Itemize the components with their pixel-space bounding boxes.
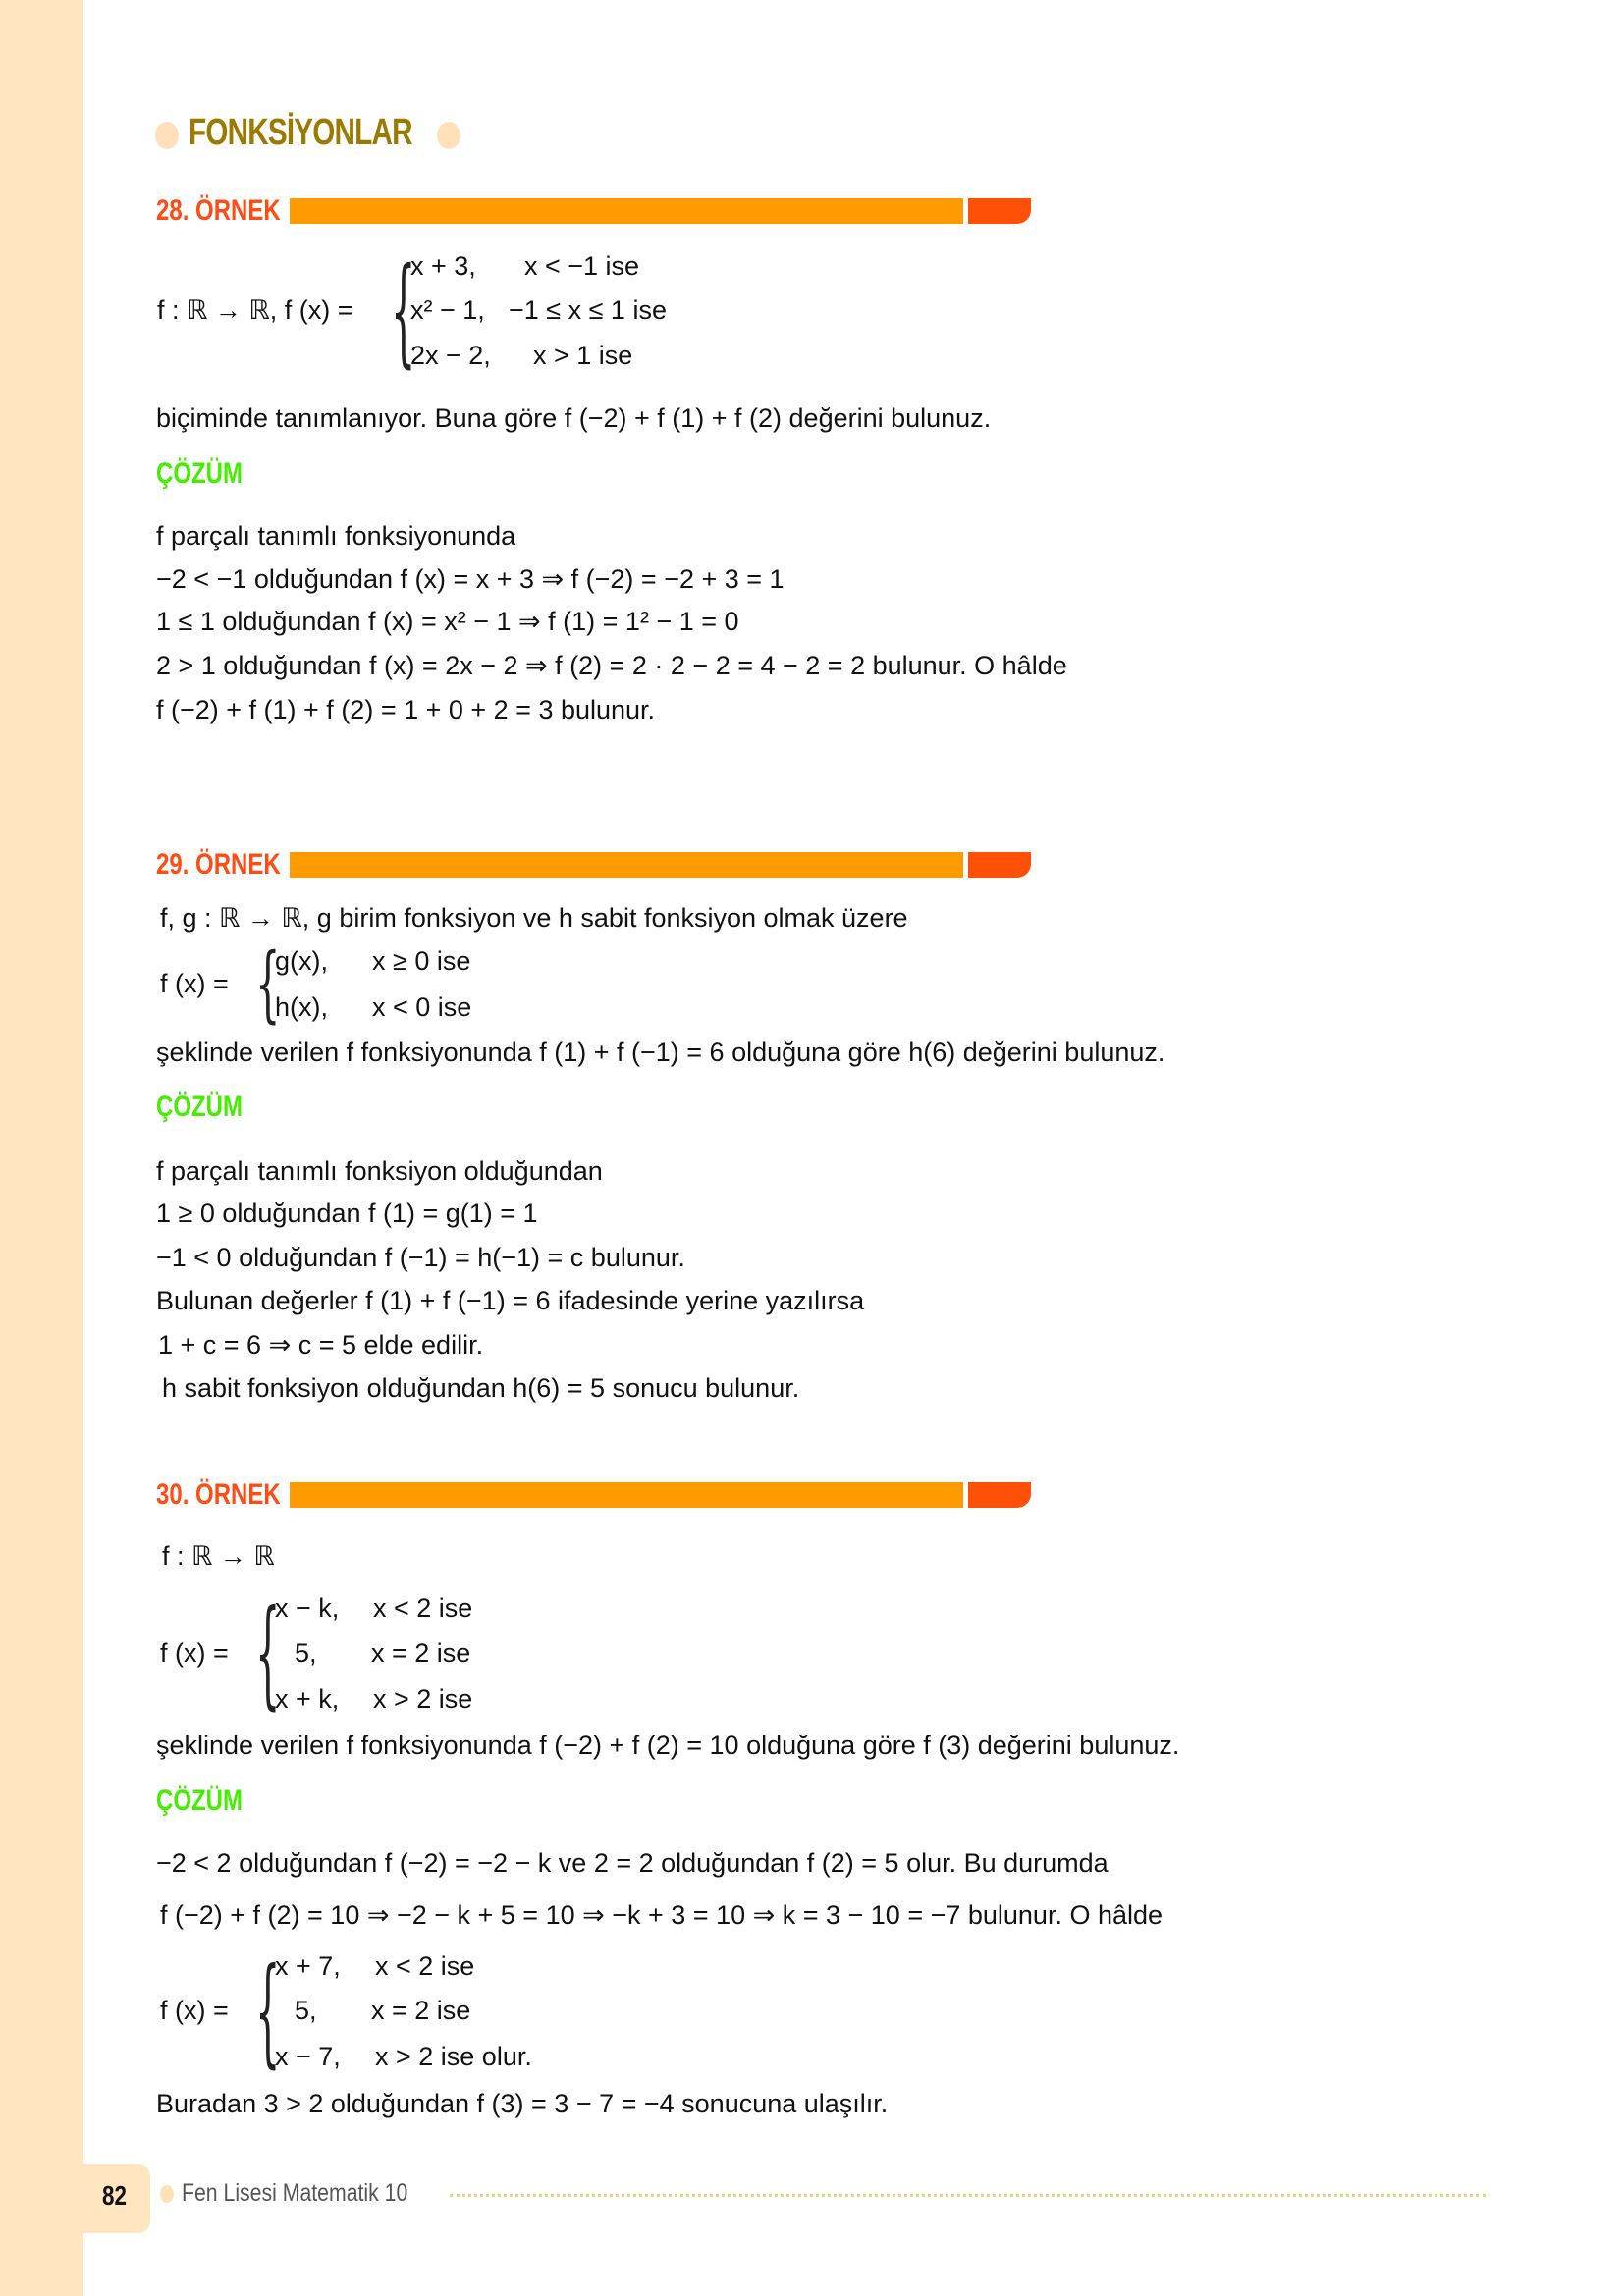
brace: { [255, 1587, 281, 1723]
brace: { [255, 1946, 281, 2081]
footer-dotted-line [450, 2194, 1486, 2197]
footer-dot [160, 2185, 174, 2203]
ex30-question: şeklinde verilen f fonksiyonunda f (−2) + f (2) = 10 olduğuna göre f (3) değerini bulunuz. [156, 1731, 1180, 1760]
example-29-label: 29. ÖRNEK [156, 848, 281, 881]
example-bar [290, 1482, 963, 1508]
ex30-conclusion: Buradan 3 > 2 olduğundan f (3) = 3 − 7 = −4 sonucuna ulaşılır. [156, 2089, 889, 2118]
ex28-definition: f : ℝ → ℝ, f (x) = [157, 295, 353, 325]
case-expr: x − k, [275, 1593, 340, 1623]
case-cond: x < −1 ise [524, 251, 640, 281]
case-cond: x > 2 ise [373, 1684, 473, 1714]
solution-line: −2 < −1 olduğundan f (x) = x + 3 ⇒ f (−2) = −2 + 3 = 1 [156, 564, 785, 594]
case-cond: x = 2 ise [371, 1996, 471, 2025]
case-expr: 2x − 2, [410, 341, 491, 370]
solution-line: f (−2) + f (1) + f (2) = 1 + 0 + 2 = 3 bulunur. [156, 695, 656, 724]
ex29-definition: f (x) = [160, 969, 229, 998]
case-expr: x − 7, [275, 2042, 341, 2071]
ex28-question: biçiminde tanımlanıyor. Buna göre f (−2) + f (1) + f (2) değerini bulunuz. [156, 403, 992, 433]
solution-line: 1 ≥ 0 olduğundan f (1) = g(1) = 1 [156, 1199, 538, 1228]
page-title: FONKSİYONLAR [189, 112, 412, 153]
solution-line: f (−2) + f (2) = 10 ⇒ −2 − k + 5 = 10 ⇒ −k + 3 = 10 ⇒ k = 3 − 10 = −7 bulunur. O hâlde [160, 1900, 1164, 1930]
example-bar-end [968, 198, 1031, 224]
case-expr: x + 3, [410, 251, 476, 281]
case-cond: x > 2 ise olur. [375, 2042, 532, 2071]
solution-line: −2 < 2 olduğundan f (−2) = −2 − k ve 2 = 2 olduğundan f (2) = 5 olur. Bu durumda [156, 1848, 1109, 1878]
case-cond: x > 1 ise [533, 341, 633, 370]
solution-label: ÇÖZÜM [156, 1091, 243, 1123]
brace: { [391, 245, 416, 381]
solution-line: 2 > 1 olduğundan f (x) = 2x − 2 ⇒ f (2) = 2 · 2 − 2 = 4 − 2 = 2 bulunur. O hâlde [156, 651, 1067, 680]
example-28-label: 28. ÖRNEK [156, 194, 281, 227]
ex30-result-definition: f (x) = [160, 1996, 229, 2025]
solution-label: ÇÖZÜM [156, 457, 243, 490]
solution-line: 1 ≤ 1 olduğundan f (x) = x² − 1 ⇒ f (1) = 1² − 1 = 0 [156, 607, 739, 636]
case-cond: x < 0 ise [372, 992, 472, 1022]
case-cond: x < 2 ise [375, 1951, 475, 1981]
case-expr: h(x), [275, 992, 328, 1022]
left-margin-strip [0, 0, 83, 2296]
example-30-label: 30. ÖRNEK [156, 1478, 281, 1511]
solution-line: f parçalı tanımlı fonksiyonunda [156, 521, 516, 551]
case-cond: x ≥ 0 ise [372, 946, 471, 976]
ex30-definition: f (x) = [160, 1638, 229, 1668]
case-expr: x² − 1, [410, 295, 485, 325]
case-expr: x + k, [275, 1684, 340, 1714]
solution-line: h sabit fonksiyon olduğundan h(6) = 5 sonucu bulunur. [162, 1373, 800, 1403]
case-expr: g(x), [275, 946, 328, 976]
solution-line: f parçalı tanımlı fonksiyon olduğundan [156, 1156, 603, 1186]
case-cond: x = 2 ise [371, 1638, 471, 1668]
example-bar [290, 198, 963, 224]
book-title: Fen Lisesi Matematik 10 [182, 2179, 408, 2207]
example-bar-end [968, 852, 1031, 878]
solution-label: ÇÖZÜM [156, 1785, 243, 1817]
solution-line: 1 + c = 6 ⇒ c = 5 elde edilir. [158, 1330, 484, 1360]
ex29-question: şeklinde verilen f fonksiyonunda f (1) + f (−1) = 6 olduğuna göre h(6) değerini bulunuz. [156, 1038, 1165, 1067]
solution-line: −1 < 0 olduğundan f (−1) = h(−1) = c bulunur. [156, 1243, 685, 1272]
page-number: 82 [102, 2180, 127, 2211]
example-bar [290, 852, 963, 878]
solution-line: Bulunan değerler f (1) + f (−1) = 6 ifadesinde yerine yazılırsa [156, 1286, 865, 1315]
case-expr: 5, [295, 1996, 317, 2025]
ex30-intro: f : ℝ → ℝ [162, 1541, 275, 1571]
example-bar-end [968, 1482, 1031, 1508]
case-expr: 5, [295, 1638, 317, 1668]
case-expr: x + 7, [275, 1951, 341, 1981]
case-cond: −1 ≤ x ≤ 1 ise [509, 295, 667, 325]
case-cond: x < 2 ise [373, 1593, 473, 1623]
title-dot-left [155, 122, 179, 149]
brace: { [255, 937, 281, 1033]
ex29-intro: f, g : ℝ → ℝ, g birim fonksiyon ve h sabit fonksiyon olmak üzere [160, 903, 908, 933]
title-dot-right [437, 122, 460, 149]
